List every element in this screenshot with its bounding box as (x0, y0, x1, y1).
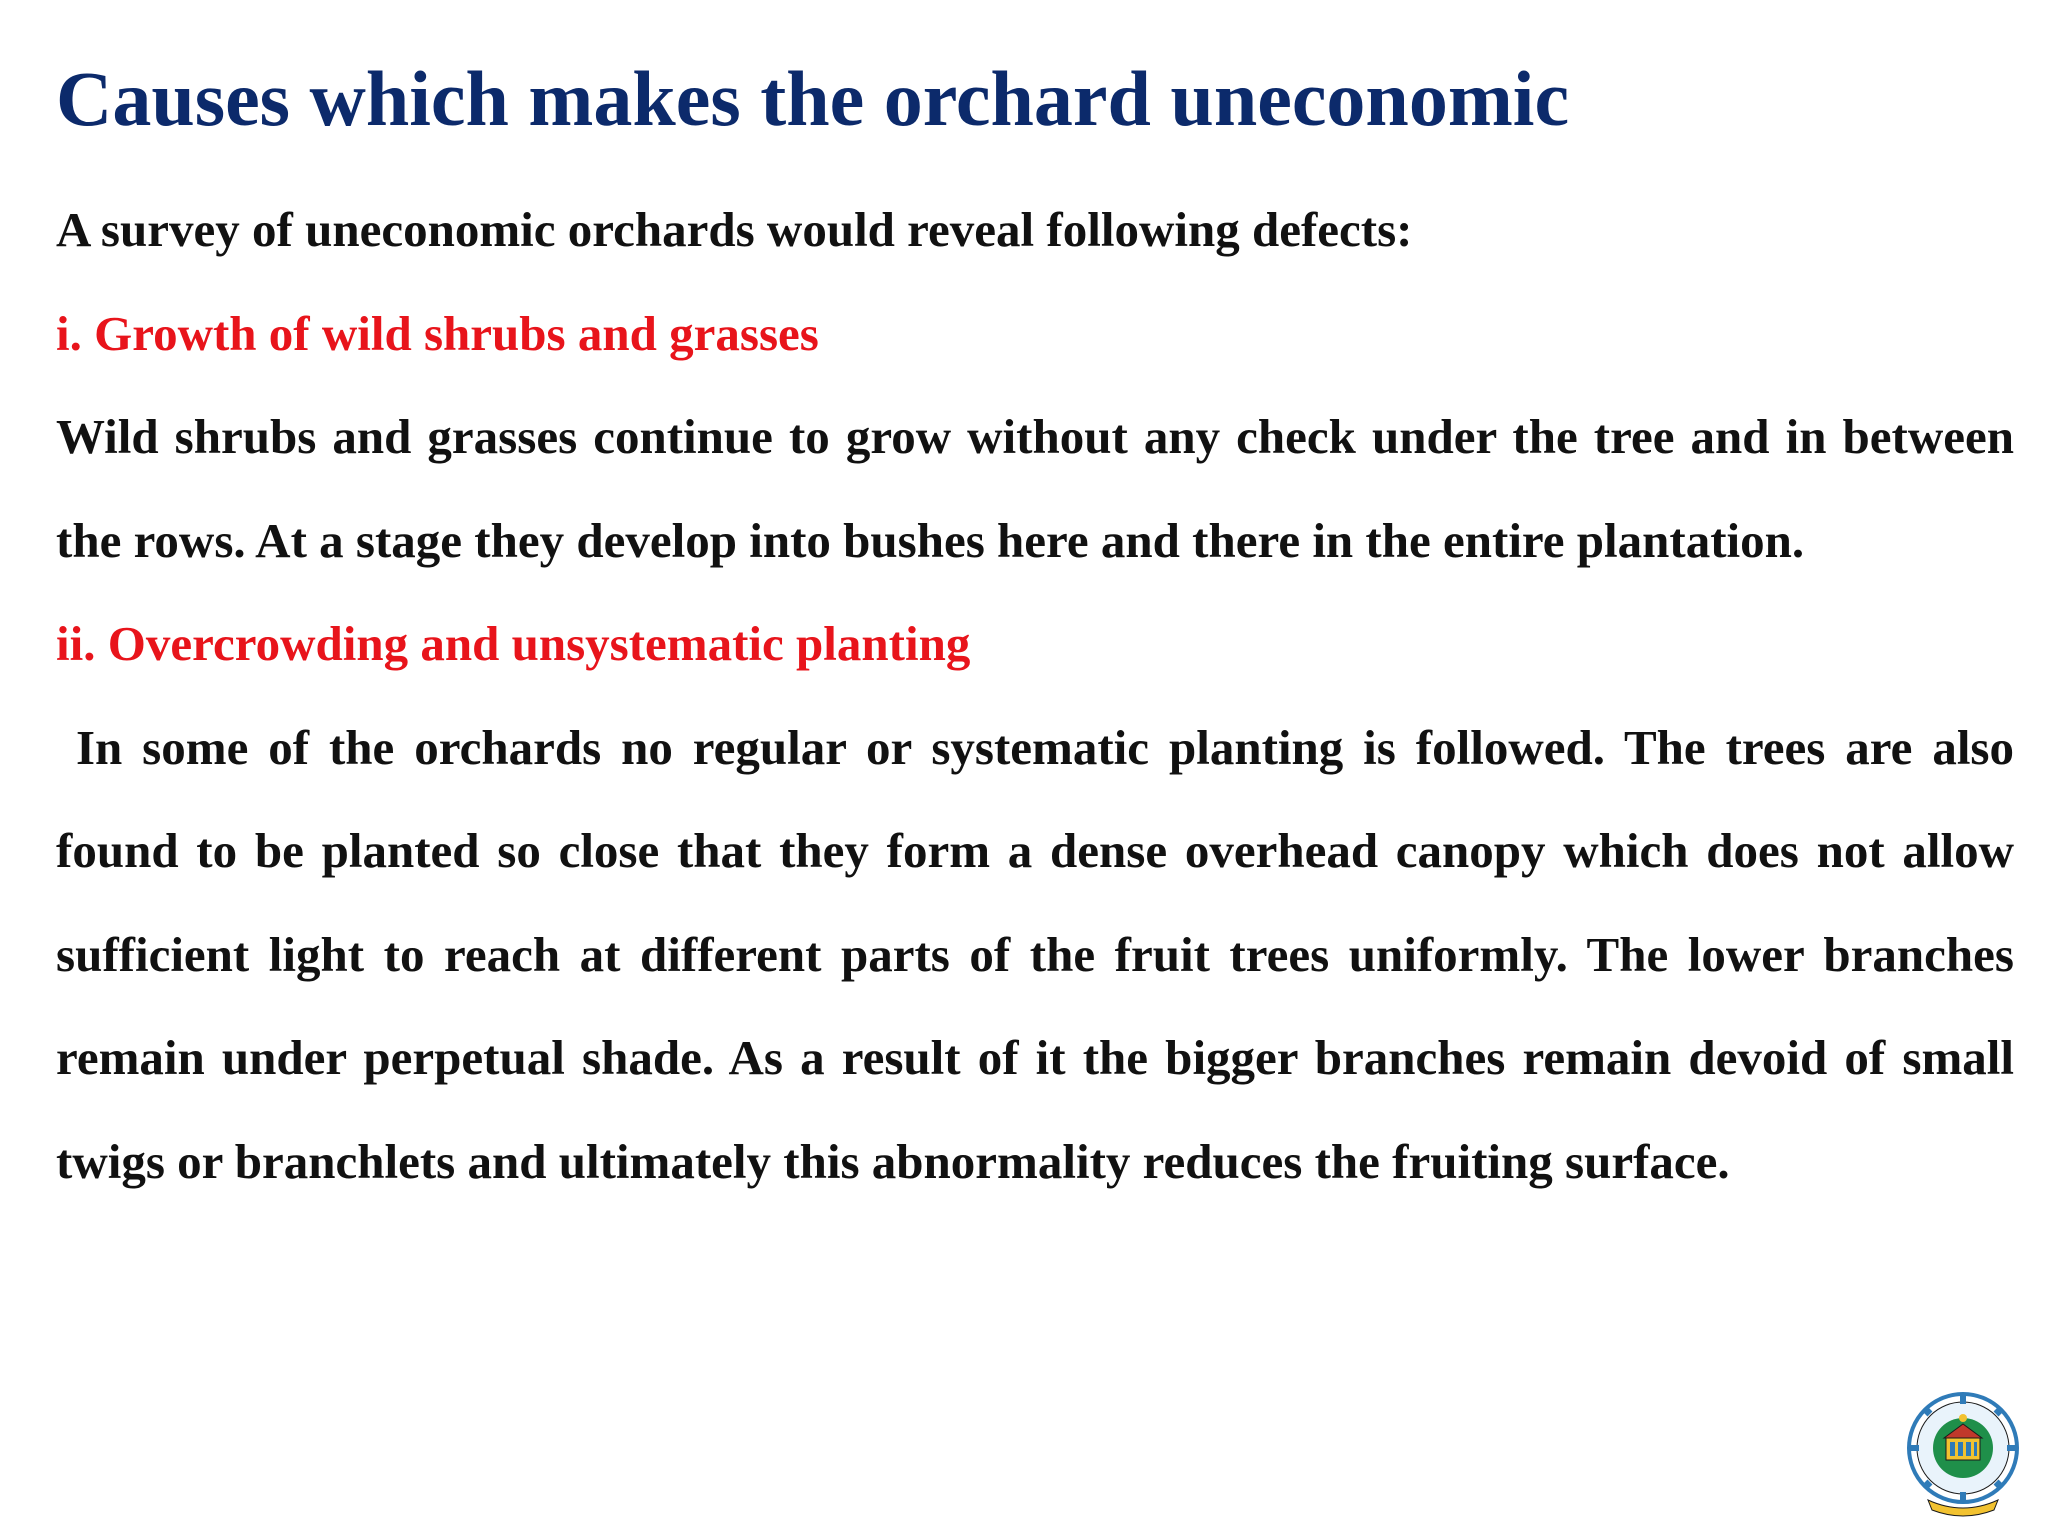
seal-graphic (1906, 1388, 2020, 1520)
slide-title: Causes which makes the orchard uneconomic (56, 55, 1570, 142)
section-heading-1: i. Growth of wild shrubs and grasses (56, 305, 819, 361)
slide-body (56, 178, 2027, 1213)
section-heading-2: ii. Overcrowding and unsystematic planting (56, 616, 971, 671)
section-text-1: Wild shrubs and grasses continue to grow without any check under the tree and in between the rows. At a stage they develop into bushes here and there in the entire plantation. (56, 409, 2014, 568)
university-seal-icon (1906, 1388, 2020, 1520)
section-text-2: In some of the orchards no regular or systematic planting is followed. The trees are also found to be planted so close that they form a dense overhead canopy which does not allow sufficient light to reach at different parts of the fruit trees uniformly. The lower branches remain under perpetual shade. As a result of it the bigger branches remain devoid of small twigs or branchlets and ultimately this abnormality reduces the fruiting surface. (56, 719, 2027, 1189)
intro-text: A survey of uneconomic orchards would reveal following defects: (56, 202, 1413, 257)
